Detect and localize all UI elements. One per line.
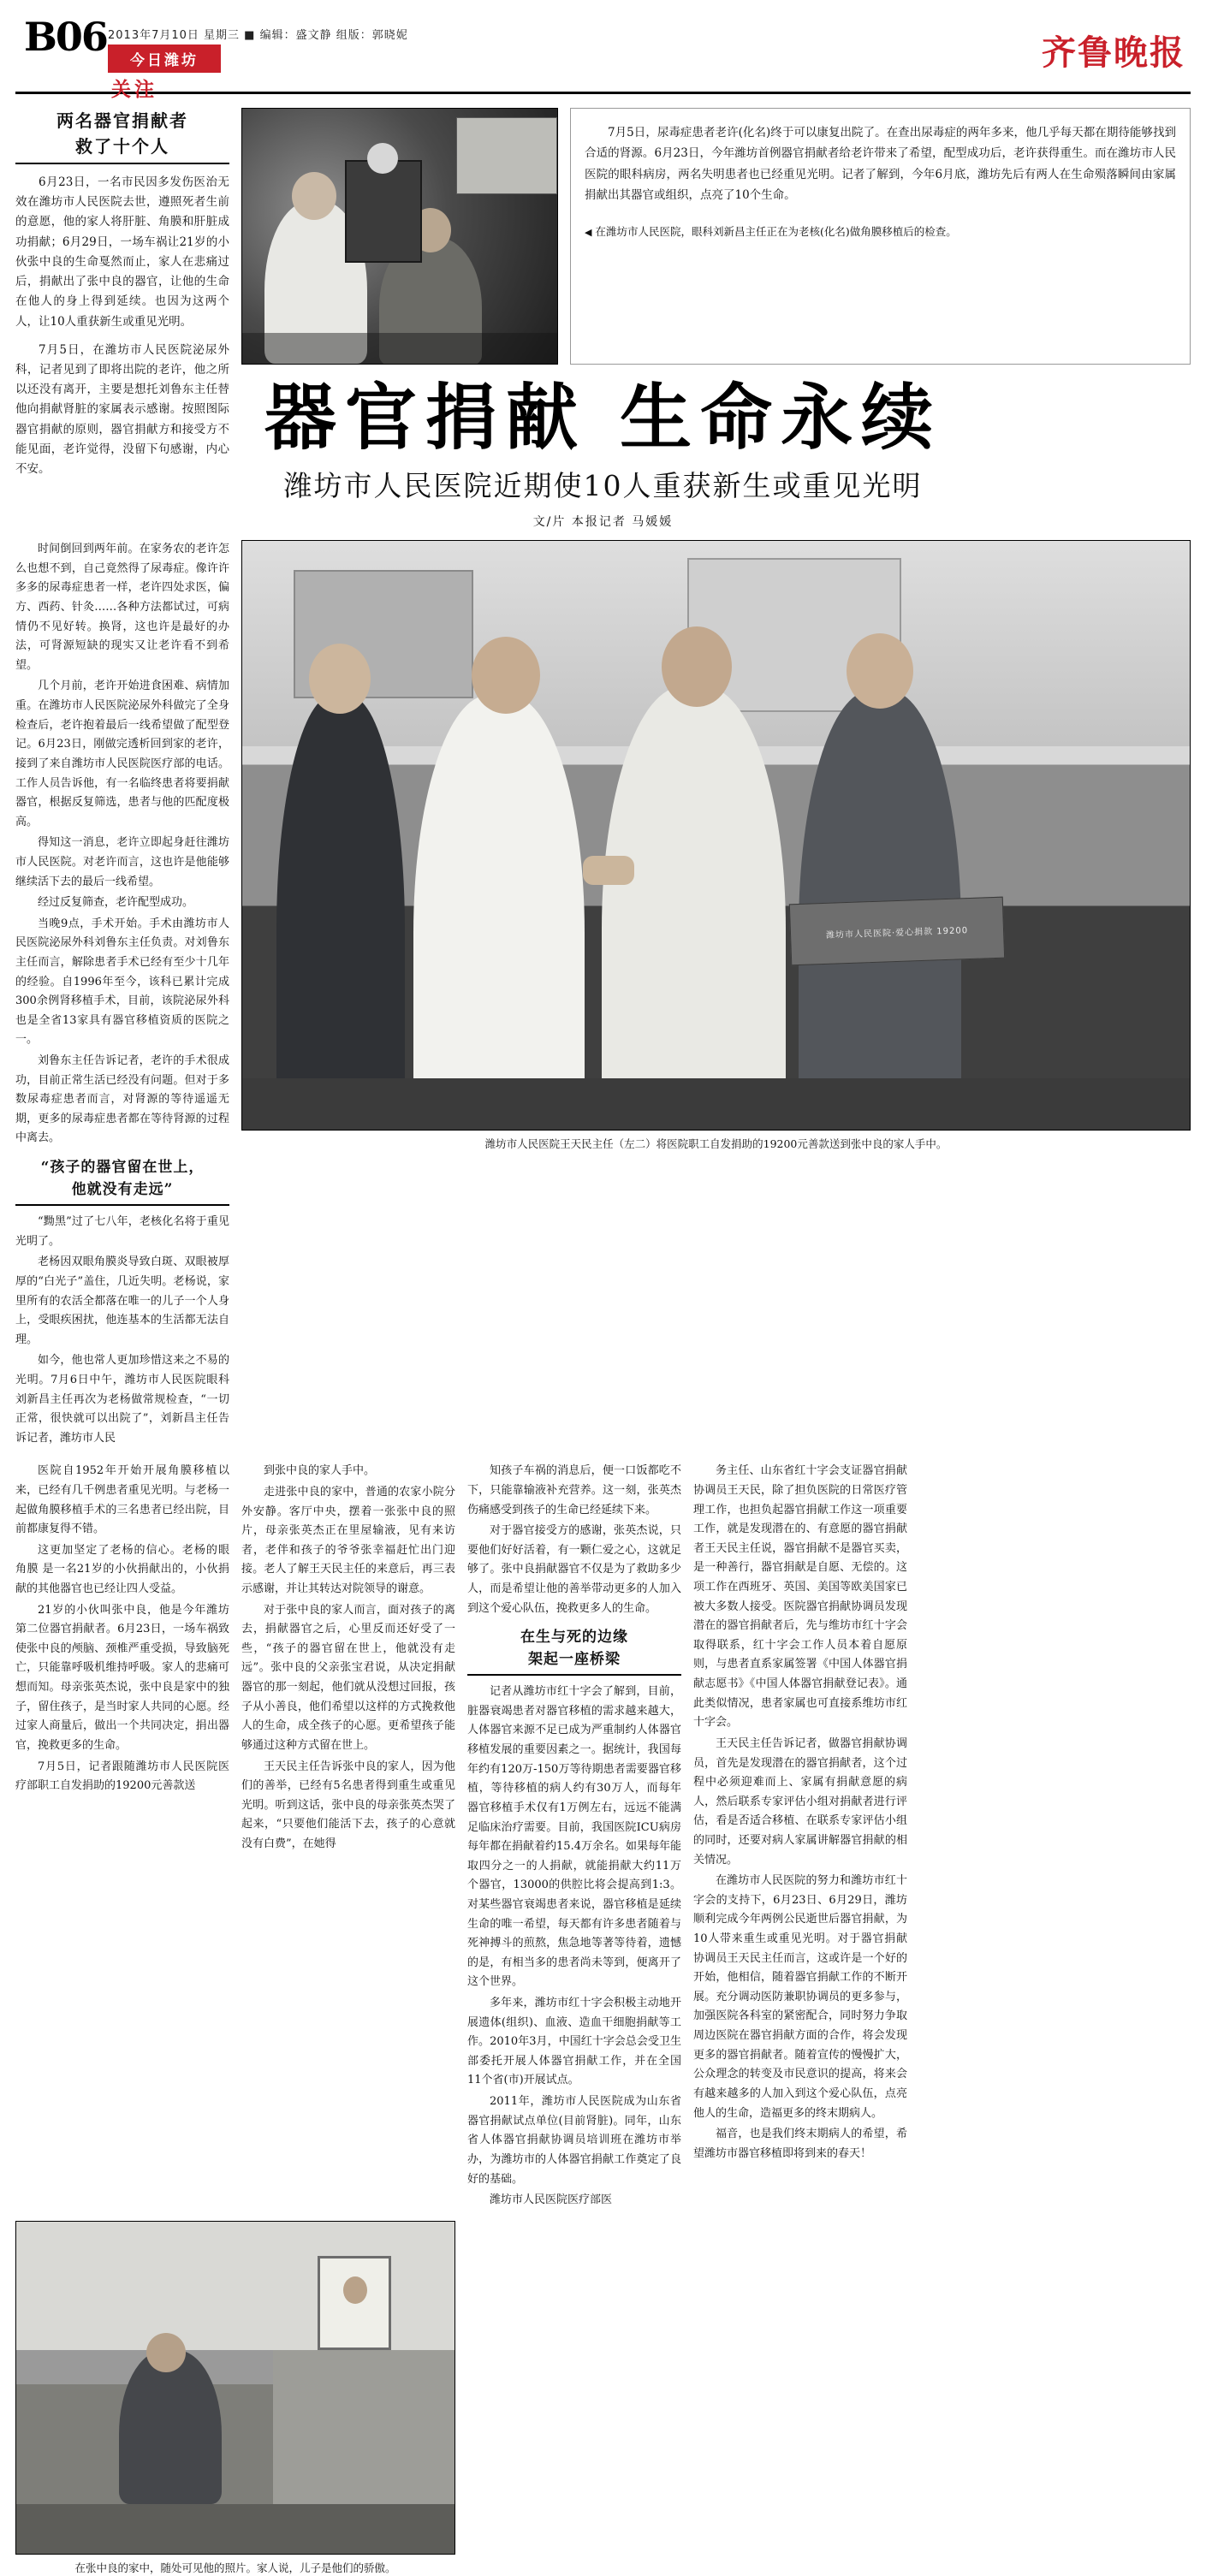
c2-p2: 走进张中良的家中，普通的农家小院分外安静。客厅中央，摆着一张张中良的照片，母亲张英杰正在里屋输液，见有来访者，老伴和孩子的爷爷张幸福赶忙出门迎接。老人了解王天民主任的来意后，再三表示感谢，并让其转达对院领导的谢意。 xyxy=(241,1486,455,1596)
body-column-2 xyxy=(241,1462,455,2211)
lead-paragraph-2: 7月5日，在潍坊市人民医院泌尿外科，记者见到了即将出院的老许，他之所以还没有离开，主要是想托刘鲁东主任替他向捐献肾脏的家属表示感谢。按照图际器官捐献的原则，器官捐献方和接受方不能见面，老许觉得，没留下句感谢，内心不安。 xyxy=(15,342,229,477)
c3-p4: 多年来，潍坊市红十字会积极主动地开展遗体(组织)、血液、造血干细胞捐献等工作。2010年3月，中国红十字会总会受卫生部委托开展人体器官捐献工作，并在全国11个省(市)开展试点。 xyxy=(467,1997,681,2087)
photo-eye-exam xyxy=(241,108,558,365)
lead-column-continued xyxy=(15,540,229,1450)
lead-paragraph-8: 刘鲁东主任告诉记者，老许的手术很成功，目前正常生活已经没有问题。但对于多数尿毒症患者而言，对肾源的等待遥遥无期，更多的尿毒症患者都在等待肾源的过程中离去。 xyxy=(15,1054,229,1145)
c1-p2: 这更加坚定了老杨的信心。老杨的眼 角膜 是一名21岁的小伙捐献出的，小伙捐献的其他器官也已经让四人受益。 xyxy=(15,1543,229,1596)
subhead-bridge-line2: 架起一座桥梁 xyxy=(528,1650,621,1668)
subhead-child-organ xyxy=(15,1157,229,1206)
section-name: 关注 xyxy=(111,79,157,101)
dateline: 2013年7月10日 星期三 ■ 编辑：盛文静 组版：郭晓妮 xyxy=(108,29,408,42)
body-column-1 xyxy=(15,1462,229,2211)
body-columns xyxy=(15,1462,1191,2211)
c2-p4: 王天民主任告诉张中良的家人，因为他们的善举，已经有5名患者得到重生或重见光明。听到这话，张中良的母亲张英杰哭了起来，“只要他们能活下去，孩子的心意就没有白费”，在她得 xyxy=(241,1760,455,1850)
c3-p6: 潍坊市人民医院医疗部医 xyxy=(490,2193,613,2207)
c2-p3: 对于张中良的家人而言，面对孩子的离去，捐献器官之后，心里反而还好受了一些，“孩子的器官留在世上，他就没有走远”。张中良的父亲张宝君说，从决定捐献器官的那一刻起，他们就从没想过回报，孩子从小善良，他们希望以这样的方式挽救他人的生命，成全孩子的心愿。更希望孩子能够通过这种方式留在世上。 xyxy=(241,1603,455,1752)
page-folio: B06 xyxy=(24,14,107,60)
photo-eye-exam-caption: ◀ 在潍坊市人民医院，眼科刘新昌主任正在为老核(化名)做角膜移植后的检查。 xyxy=(585,217,1176,242)
lead-headline-line2: 救了十个人 xyxy=(75,136,169,157)
middle-area xyxy=(15,540,1191,1450)
page-subtitle: 潍坊市人民医院近期使10人重获新生或重见光明 xyxy=(283,469,923,503)
section-tag: 今日潍坊 xyxy=(108,45,221,73)
bottom-photo-block xyxy=(15,2221,455,2576)
main-photo-caption: 潍坊市人民医院王天民主任（左二）将医院职工自发捐助的19200元善款送到张中良的家人手中。 xyxy=(484,1137,948,1151)
page-title: 器官捐献 生命永续 xyxy=(264,375,942,460)
lead-headline-line1: 两名器官捐献者 xyxy=(56,110,188,131)
lead-paragraph-6: 经过反复筛查，老许配型成功。 xyxy=(38,896,194,910)
lead-paragraph-4: 几个月前，老许开始进食困难、病情加重。在潍坊市人民医院泌尿外科做完了全身检查后，老许抱着最后一线希望做了配型登记。6月23日，刚做完透析回到家的老许，接到了来自潍坊市人民医院医疗部的电话。工作人员告诉他，有一名临终患者将要捐献器官，根据反复筛选，患者与他的匹配度极高。 xyxy=(15,680,229,828)
c3-p1: 知孩子车祸的消息后，便一口饭都吃不下，只能靠输液补充营养。这一刻，张英杰伤痛感受到孩子的生命已经延续下来。 xyxy=(467,1464,681,1517)
c1-p4: 7月5日，记者跟随潍坊市人民医院医疗部职工自发捐助的19200元善款送 xyxy=(15,1760,229,1793)
c4-p4: 福音，也是我们终末期病人的希望，希望潍坊市器官移植即将到来的春天！ xyxy=(693,2128,907,2160)
c4-p2: 王天民主任告诉记者，做器官捐献协调员，首先是发现潜在的器官捐献者，这个过程中必须迎难而上、家属有捐献意愿的病人，然后联系专家评估小组对捐献者进行评估，看是否适合移植、在联系专家评估小组的同时，还要对病人家属讲解器官捐献的相关情况。 xyxy=(693,1736,907,1867)
byline: 文/片 本报记者 马媛媛 xyxy=(532,515,674,530)
donation-banner: 潍坊市人民医院·爱心捐款 19200 xyxy=(789,897,1005,966)
photo-home-interior xyxy=(15,2221,455,2555)
c1-p1: 医院自1952年开始开展角膜移植以来，已经有几千例患者重见光明。与老杨一起做角膜移植手术的三名患者已经出院，目前都康复得不错。 xyxy=(15,1464,229,1536)
c3-p3: 记者从潍坊市红十字会了解到，目前，脏器衰竭患者对器官移植的需求越来越大，人体器官来源不足已成为严重制约人体器官移植发展的重要因素之一。据统计，我国每年约有120万-150万等待期患者需要器官移植，等待移植的病人约有30万人，而每年器官移植手术仅有1万例左右，远远不能满足临床治疗需要。目前，我国医院ICU病房每年都在捐献着约15.4万余名。如果每年能取四分之一的人捐献，就能捐献大约11万个器官，13000的供腔比将会提高到1:3。对某些器官衰竭患者来说，器官移植是延续生命的唯一希望，每天都有许多患者随着与死神搏斗的煎熬，焦急地等著等待着，遗憾的是，有相当多的患者尚未等到，便离开了这个世界。 xyxy=(467,1685,681,1989)
body-column-3 xyxy=(467,1462,681,2211)
lead-paragraph-3: 时间倒回到两年前。在家务农的老许怎么也想不到，自己竟然得了尿毒症。像许许多多的尿毒症患者一样，老许四处求医，偏方、西药、针灸……各种方法都试过，可病情仍不见好转。换肾，这也许是最好的办法，可肾源短缺的现实又让老许看不到希望。 xyxy=(15,543,229,672)
c3-p5: 2011年，潍坊市人民医院成为山东省器官捐献试点单位(目前肾脏)。同年，山东省人体器官捐献协调员培训班在潍坊市举办，为潍坊市的人体器官捐献工作奠定了良好的基础。 xyxy=(467,2095,681,2186)
lead-column xyxy=(15,108,229,477)
summary-box xyxy=(570,108,1191,365)
main-photo-block xyxy=(241,540,1191,1450)
body-column-4 xyxy=(693,1462,907,2211)
c4-p3: 在潍坊市人民医院的努力和潍坊市红十字会的支持下，6月23日、6月29日，潍坊顺利完成今年两例公民逝世后器官捐献，为10人带来重生或重见光明。对于器官捐献协调员王天民主任而言，这或许是一个好的开始，他相信，随着器官捐献工作的不断开展。充分调动医防兼职协调员的更多参与，加强医院各科室的紧密配合，同时努力争取周边医院在器官捐献方面的合作，将会发现更多的器官捐献者。随着宣传的慢慢扩大，公众理念的转变及市民意识的提高，将来会有越来越多的人加入到这个爱心队伍，点亮他人的生命，造福更多的终末期病人。 xyxy=(693,1874,907,2120)
lead-paragraph-5: 得知这一消息，老许立即起身赶往潍坊市人民医院。对老许而言，这也许是他能够继续活下去的最后一线希望。 xyxy=(15,836,229,888)
subhead-line2: 他就没有走远” xyxy=(71,1180,174,1198)
subhead-bridge xyxy=(467,1627,681,1676)
lead-paragraph-7: 当晚9点，手术开始。手术由潍坊市人民医院泌尿外科刘鲁东主任负责。对刘鲁东主任而言，解除患者手术已经有至少十几年的经验。自1996年至今，该科已累计完成300余例肾移植手术，目前，该院泌尿外科也是全省13家具有器官移植资质的医院之一。 xyxy=(15,917,229,1047)
photo-donation-handover xyxy=(241,540,1191,1131)
lead2-paragraph-3: 如今，他也常人更加珍惜这来之不易的光明。7月6日中午，潍坊市人民医院眼科刘新昌主任再次为老杨做常规检查，“一切正常，很快就可以出院了”，刘新昌主任告诉记者，潍坊市人民 xyxy=(15,1354,229,1445)
bottom-photo-caption: 在张中良的家中，随处可见他的照片。家人说，儿子是他们的骄傲。 xyxy=(74,2561,396,2574)
c2-p1: 到张中良的家人手中。 xyxy=(264,1464,376,1478)
c3-p2: 对于器官接受方的感谢，张英杰说，只要他们好好活着，有一颗仁爱之心，这就足够了。张中良捐献器官不仅是为了救助多少人，而是希望让他的善举带动更多的人加入到这个爱心队伍，挽救更多人的生命。 xyxy=(467,1524,681,1615)
subhead-bridge-line1: 在生与死的边缘 xyxy=(520,1629,628,1647)
lead2-paragraph-2: 老杨因双眼角膜炎导致白斑、双眼被厚厚的“白光子”盖住，几近失明。老杨说，家里所有的农活全都落在唯一的儿子一个人身上，受眼疾困扰，他连基本的生活都无法自理。 xyxy=(15,1255,229,1346)
summary-paragraph: 7月5日，尿毒症患者老许(化名)终于可以康复出院了。在查出尿毒症的两年多来，他几乎每天都在期待能够找到合适的肾源。6月23日，今年潍坊首例器官捐献者给老许带来了希望，配型成功后，老许获得重生。而在潍坊市人民医院的眼科病房，两名失明患者也已经重见光明。记者了解到，今年6月底，潍坊先后有两人在生命殒落瞬间由家属捐献出其器官或组织，点亮了10个生命。 xyxy=(585,126,1176,202)
newspaper-brand: 齐鲁晚报 xyxy=(1042,33,1185,73)
c4-p1: 务主任、山东省红十字会支证器官捐献协调员王天民，除了担负医院的日常医疗管理工作，也担负起器官捐献工作这一项重要工作，就是发现潜在的、有意愿的器官捐献者王天民主任说，器官捐献不是器官买卖，是一种善行，器官捐献是自愿、无偿的。这项工作在西班牙、英国、美国等欧美国家已被大多数人接受。医院器官捐献协调员发现潜在的器官捐献者后，先与维坊市红十字会取得联系，红十字会工作人员本着自愿原则，与患者直系家属签署《中国人体器官捐献志愿书》《中国人体器官捐献登记表》。通此类似情况，患者家属也可直接系维坊市红十字会。 xyxy=(693,1464,907,1730)
masthead xyxy=(15,12,1191,101)
lead-paragraph-1: 6月23日，一名市民因多发伤医治无效在潍坊市人民医院去世，遵照死者生前的意愿，他的家人将肝脏、角膜和肝脏成功捐献；6月29日，一场车祸让21岁的小伙张中良的生命戛然而止，家人在悲痛过后，捐献出了张中良的器官，让他的生命在他人的身上得到延续。也因为这两个人，让10人重获新生或重见光明。 xyxy=(15,175,229,329)
subhead-line1: “孩子的器官留在世上， xyxy=(40,1159,205,1177)
lead-headline xyxy=(15,108,229,164)
c1-p3: 21岁的小伙叫张中良，他是今年潍坊第二位器官捐献者。6月23日，一场车祸致使张中良的颅脑、颈椎严重受损，导致脑死亡，只能靠呼吸机维持呼吸。家人的悲痛可想而知。母亲张英杰说，张中良是家中的独子，留住孩子，是当时家人共同的心愿。经过家人商量后，做出一个共同决定，捐出器官，挽救更多的生命。 xyxy=(15,1603,229,1752)
lead2-paragraph-1: “黝黑”过了七八年，老核化名将于重见光明了。 xyxy=(15,1215,229,1248)
